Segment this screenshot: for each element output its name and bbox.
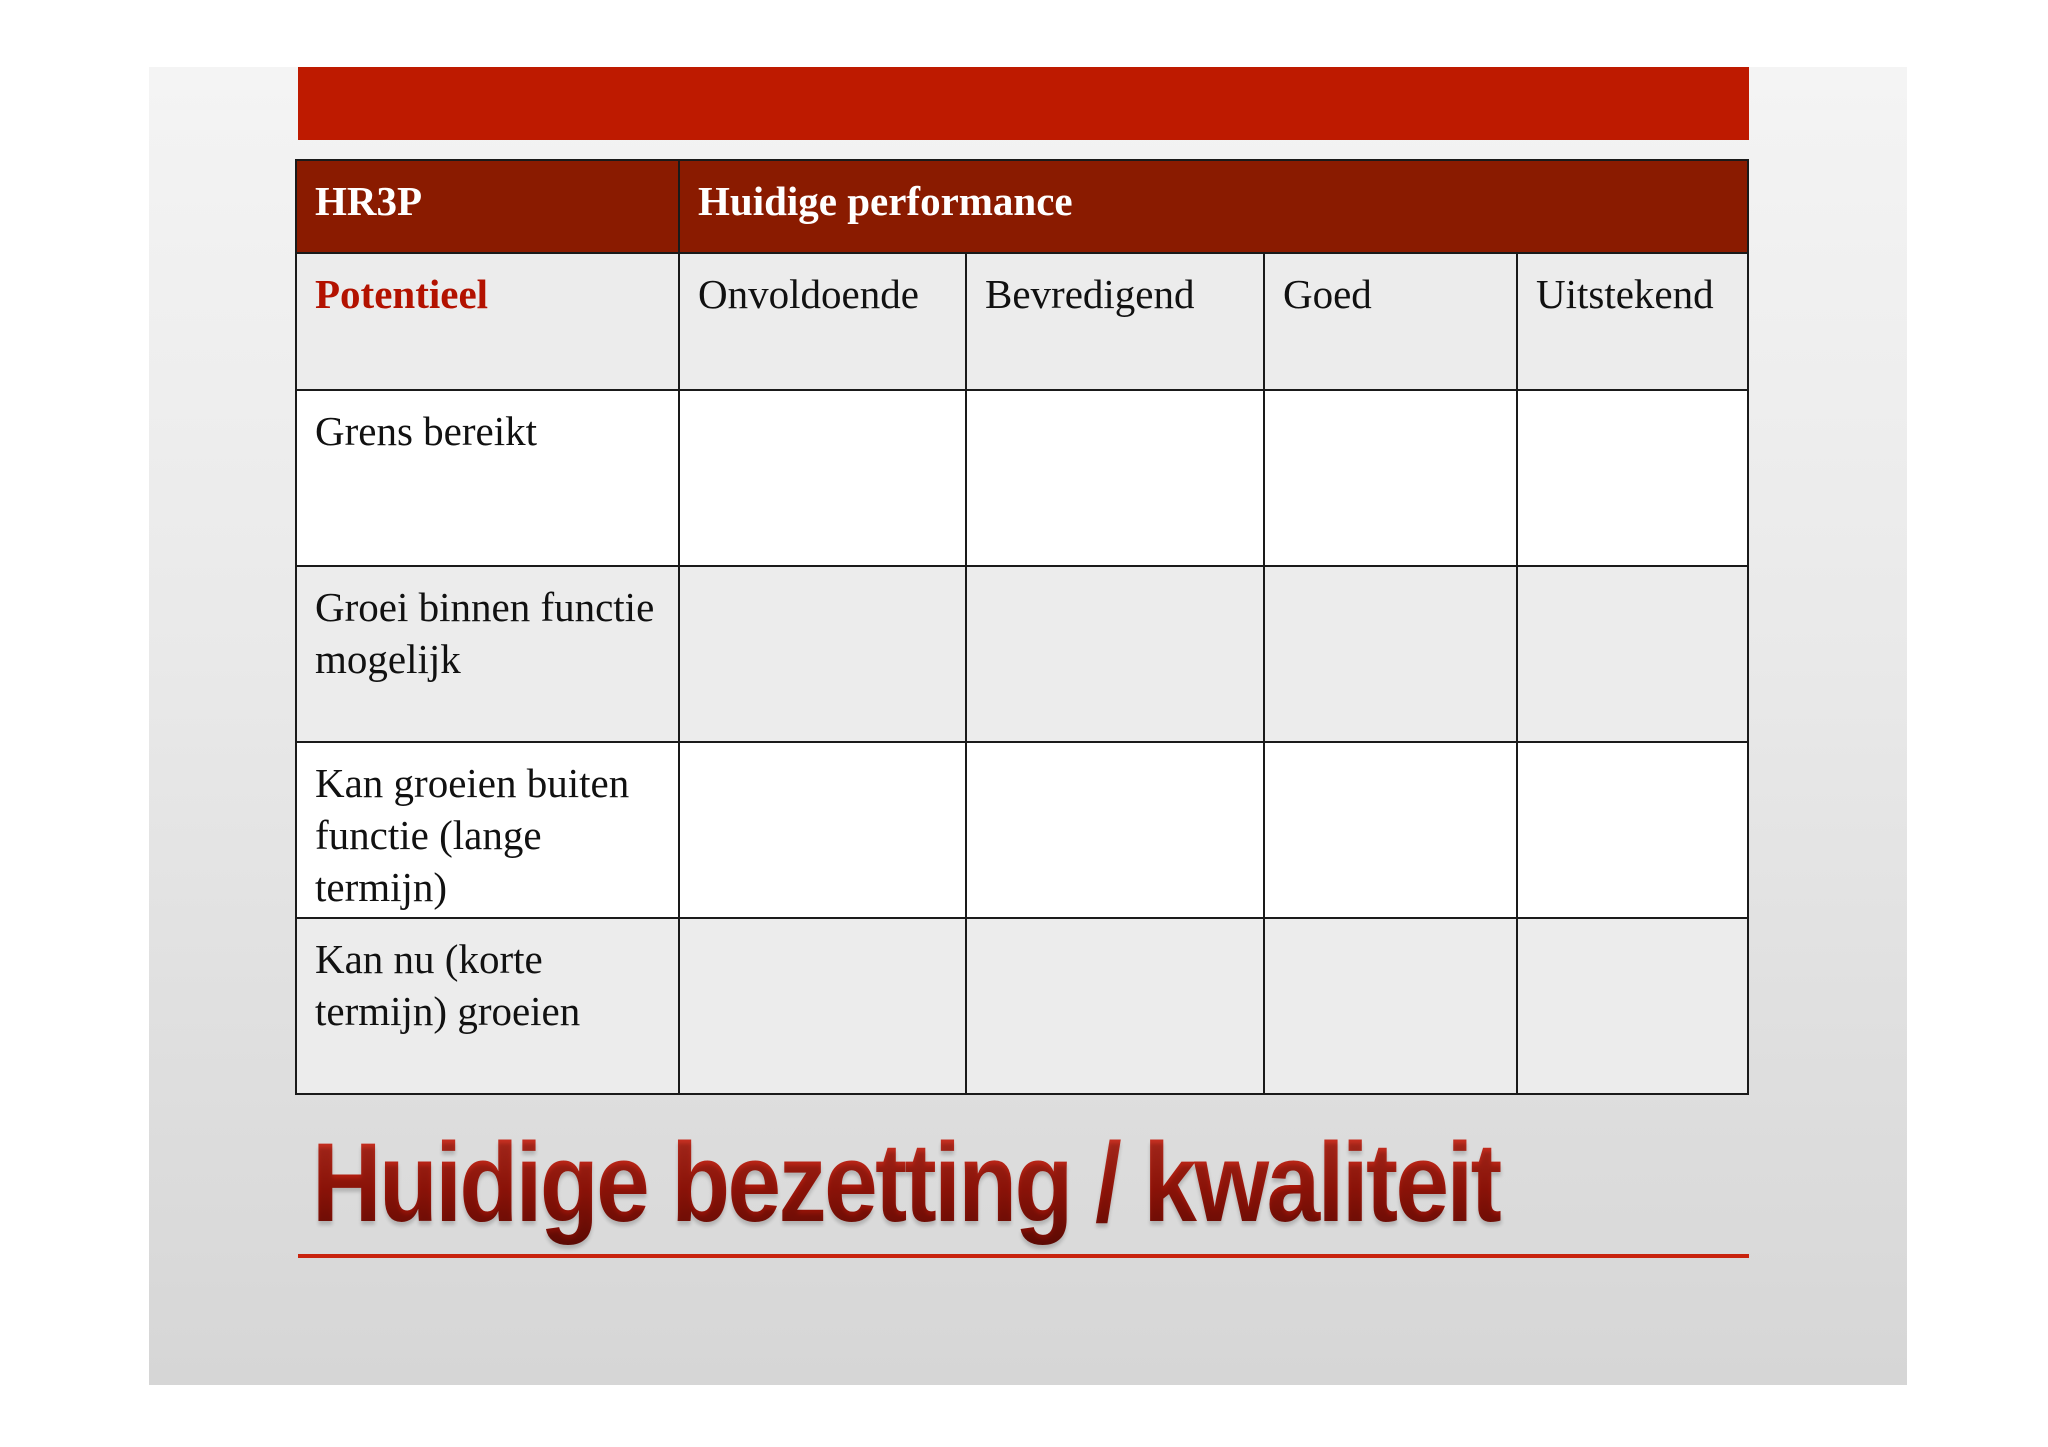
table-cell bbox=[679, 918, 966, 1094]
row-label: Kan nu (korte termijn) groeien bbox=[296, 918, 679, 1094]
table-subheader-row bbox=[296, 253, 1748, 390]
subheader-potentieel: Potentieel bbox=[296, 253, 679, 390]
subheader-uitstekend: Uitstekend bbox=[1517, 253, 1748, 390]
table-cell bbox=[1264, 918, 1517, 1094]
table-cell bbox=[679, 390, 966, 566]
table-row bbox=[296, 918, 1748, 1094]
table-cell bbox=[1264, 390, 1517, 566]
top-accent-bar bbox=[298, 67, 1749, 140]
subheader-goed: Goed bbox=[1264, 253, 1517, 390]
table-cell bbox=[679, 742, 966, 918]
table-cell bbox=[1517, 918, 1748, 1094]
table-header-row bbox=[296, 160, 1748, 253]
row-label: Kan groeien buiten functie (lange termijn) bbox=[296, 742, 679, 918]
header-cell-performance: Huidige performance bbox=[679, 160, 1748, 253]
subheader-onvoldoende: Onvoldoende bbox=[679, 253, 966, 390]
table-row bbox=[296, 390, 1748, 566]
subheader-bevredigend: Bevredigend bbox=[966, 253, 1264, 390]
table-cell bbox=[966, 566, 1264, 742]
title-underline bbox=[298, 1254, 1749, 1258]
table-cell bbox=[966, 742, 1264, 918]
header-cell-hr3p: HR3P bbox=[296, 160, 679, 253]
table-cell bbox=[1517, 742, 1748, 918]
row-label: Groei binnen functie mogelijk bbox=[296, 566, 679, 742]
slide-title: Huidige bezetting / kwaliteit bbox=[312, 1118, 1500, 1248]
table-cell bbox=[1517, 566, 1748, 742]
table-cell bbox=[966, 918, 1264, 1094]
table-row bbox=[296, 566, 1748, 742]
table-cell bbox=[679, 566, 966, 742]
table-cell bbox=[1517, 390, 1748, 566]
hr3p-table bbox=[295, 159, 1749, 1095]
table-cell bbox=[1264, 742, 1517, 918]
table-cell bbox=[1264, 566, 1517, 742]
table-cell bbox=[966, 390, 1264, 566]
row-label: Grens bereikt bbox=[296, 390, 679, 566]
table-row bbox=[296, 742, 1748, 918]
